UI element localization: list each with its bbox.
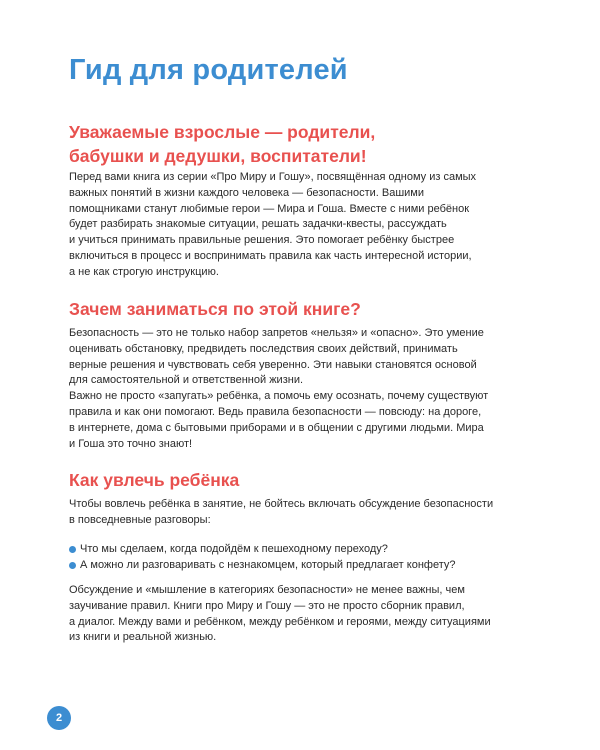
heading-line: бабушки и дедушки, воспитатели! — [69, 146, 367, 166]
paragraph-why — [69, 326, 488, 452]
paragraph-intro — [69, 170, 476, 281]
text-line: для самостоятельной и ответственной жизни. — [69, 374, 304, 387]
bullet-dot-icon — [69, 546, 76, 553]
text-line: будет разбирать знакомые ситуации, решать задачки-квесты, рассуждать — [69, 218, 447, 231]
text-line: верные решения и чувствовать себя уверенно. Эти навыки становятся основой — [69, 358, 477, 371]
text-line: и Гоша это точно знают! — [69, 437, 193, 450]
text-line: Перед вами книга из серии «Про Миру и Гошу», посвящённая одному из самых — [69, 171, 477, 183]
list-item — [69, 541, 456, 557]
text-line: из книги и реальной жизнью. — [69, 631, 217, 644]
text-line: и учиться принимать правильные решения. Это помогает ребёнку быстрее — [69, 234, 455, 247]
list-item-text: А можно ли разговаривать с незнакомцем, который предлагает конфету? — [80, 559, 456, 571]
text-line: а диалог. Между вами и ребёнком, между ребёнком и героями, между ситуациями — [69, 615, 491, 628]
paragraph-dialogue — [69, 583, 491, 646]
list-item-text: Что мы сделаем, когда подойдём к пешеходному переходу? — [80, 543, 388, 555]
heading-line: Зачем заниматься по этой книге? — [69, 299, 361, 319]
page-title: Гид для родителей — [69, 54, 348, 86]
text-line: Важно не просто «запугать» ребёнка, а помочь ему осознать, почему существуют — [69, 390, 489, 403]
heading-line: Как увлечь ребёнка — [69, 470, 240, 490]
heading-line: Уважаемые взрослые — родители, — [69, 122, 376, 142]
text-line: а не как строгую инструкцию. — [69, 265, 219, 278]
text-line: помощниками станут любимые герои — Мира и Гоша. Вместе с ними ребёнок — [69, 202, 470, 215]
text-line: важных понятий в жизни каждого человека — безопасности. Вашими — [69, 186, 425, 199]
text-line: Безопасность — это не только набор запретов «нельзя» и «опасно». Это умение — [69, 327, 484, 339]
list-item — [69, 557, 456, 573]
page-number-badge: 2 — [47, 706, 71, 730]
bullet-dot-icon — [69, 562, 76, 569]
text-line: в повседневные разговоры: — [69, 513, 211, 526]
text-line: заучивание правил. Книги про Миру и Гошу — это не просто сборник правил, — [69, 599, 465, 612]
text-line: в интернете, дома с бытовыми приборами и в общении с другими людьми. Мира — [69, 421, 484, 434]
text-line: оценивать обстановку, предвидеть последствия своих действий, принимать — [69, 342, 458, 355]
text-line: Обсуждение и «мышление в категориях безопасности» не менее важны, чем — [69, 584, 465, 596]
text-line: Чтобы вовлечь ребёнка в занятие, не бойтесь включать обсуждение безопасности — [69, 498, 494, 510]
section-heading-engage — [69, 468, 239, 492]
section-heading-greeting — [69, 120, 375, 168]
text-line: правила и как они помогают. Ведь правила безопасности — повсюду: на дороге, — [69, 405, 482, 418]
question-list — [69, 541, 456, 573]
section-heading-why — [69, 297, 361, 321]
text-line: включиться в процесс и воспринимать правила как часть интересной истории, — [69, 249, 472, 262]
paragraph-engage — [69, 497, 493, 529]
